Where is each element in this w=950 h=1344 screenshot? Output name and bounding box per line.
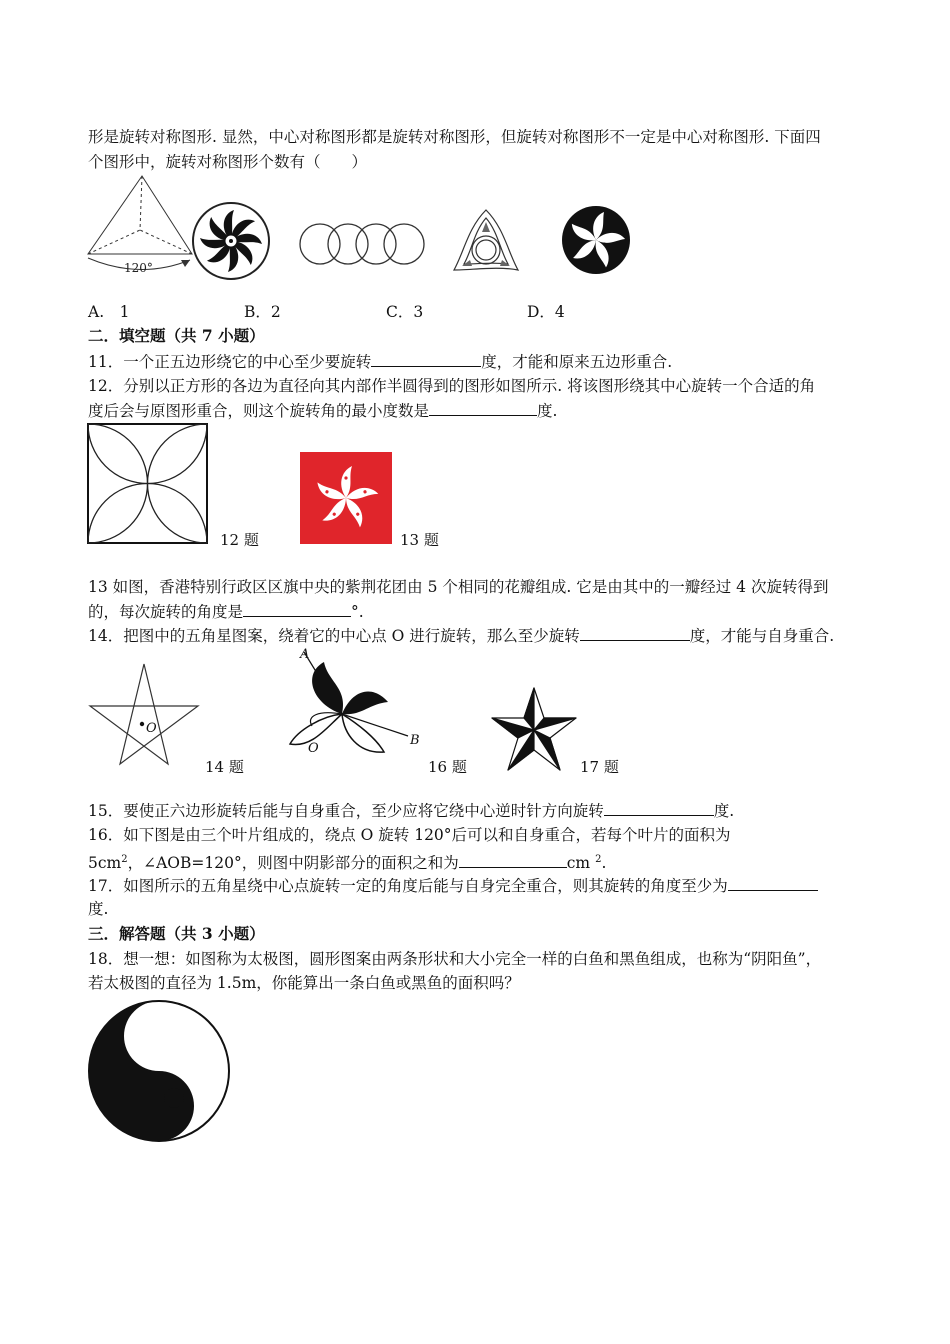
three-leaf-figure: [272, 644, 428, 776]
q12-answer-blank[interactable]: [429, 399, 537, 416]
q15-line: [88, 799, 734, 822]
q12-text-pre: 度后会与原图形重合，则这个旋转角的最小度数是: [88, 402, 430, 420]
point-b-label: B: [410, 733, 420, 748]
q13-text-pre: 的，每次旋转的角度是: [88, 603, 244, 621]
q12-line-2: [88, 399, 557, 422]
q16-unit-1: 5cm: [88, 854, 122, 873]
q11-text-pre: 11．一个正五边形绕它的中心至少要旋转: [88, 353, 372, 371]
angle-label: 120°: [124, 261, 153, 275]
q13-line-2: [88, 600, 364, 623]
pinwheel-figure: [190, 200, 272, 282]
q17-line-1: [88, 874, 818, 897]
caption-14: 14 题: [205, 758, 244, 776]
q16-answer-blank[interactable]: [459, 851, 567, 868]
point-o-label: O: [308, 741, 319, 756]
q18-line-1: 18．想一想：如图称为太极图，圆形图案由两条形状和大小完全一样的白鱼和黑鱼组成，也称为“阴阳鱼”，: [88, 950, 822, 968]
shaded-star-figure: [488, 686, 580, 774]
option-d: D．4: [527, 303, 565, 321]
q14-answer-blank[interactable]: [580, 624, 690, 641]
q16-sup-1: 2: [121, 854, 128, 865]
q15-answer-blank[interactable]: [604, 799, 714, 816]
q17-line-2: 度.: [88, 900, 109, 918]
option-a: A. 1: [88, 303, 130, 321]
option-b: B．2: [244, 303, 281, 321]
q13-line-1: 13 如图，香港特别行政区区旗中央的紫荆花团由 5 个相同的花瓣组成. 它是由其中的一瓣经过 4 次旋转得到: [88, 578, 829, 596]
caption-13: 13 题: [400, 531, 439, 549]
q16-text-mid: ，∠AOB=120°，则图中阴影部分的面积之和为: [127, 854, 459, 873]
pyramid-figure: [80, 172, 195, 282]
q17-answer-blank[interactable]: [728, 874, 818, 891]
star-center-label: O: [146, 721, 157, 736]
hk-flag-figure: [300, 452, 392, 544]
olympic-rings-figure: [298, 218, 426, 270]
q16-text-end: .: [601, 854, 607, 873]
q16-line-2: [88, 849, 606, 874]
taiji-figure: [86, 998, 232, 1144]
intro-line-2: 个图形中，旋转对称图形个数有（ ）: [88, 153, 368, 171]
q13-text-post: °.: [351, 603, 364, 621]
q15-text-pre: 15．要使正六边形旋转后能与自身重合，至少应将它绕中心逆时针方向旋转: [88, 802, 604, 820]
section-3-title: 三．解答题（共 3 小题）: [88, 924, 265, 943]
q14-text-post: 度，才能与自身重合.: [689, 627, 835, 645]
q11-line: [88, 350, 672, 373]
q11-text-post: 度，才能和原来五边形重合.: [481, 353, 673, 371]
caption-17: 17 题: [580, 758, 619, 776]
q12-text-post: 度.: [537, 402, 558, 420]
semicircle-square-figure: [86, 422, 210, 546]
caption-12: 12 题: [220, 531, 259, 549]
triquetra-figure: [448, 206, 524, 278]
q18-line-2: 若太极图的直径为 1.5m，你能算出一条白鱼或黑鱼的面积吗？: [88, 974, 520, 992]
option-c: C．3: [386, 303, 424, 321]
q16-unit-2: cm: [566, 854, 591, 873]
outline-star-figure: [86, 660, 202, 772]
caption-16: 16 题: [428, 758, 467, 776]
q13-answer-blank[interactable]: [243, 600, 351, 617]
bauhinia-bw-figure: [560, 204, 632, 276]
q12-line-1: 12．分别以正方形的各边为直径向其内部作半圆得到的图形如图所示. 将该图形绕其中心旋转一个合适的角: [88, 377, 816, 395]
point-a-label: A: [300, 647, 310, 662]
intro-line-1: 形是旋转对称图形. 显然，中心对称图形都是旋转对称图形，但旋转对称图形不一定是中心对称图形. 下面四: [88, 128, 821, 146]
q17-text: 17．如图所示的五角星绕中心点旋转一定的角度后能与自身完全重合，则其旋转的角度至少为: [88, 877, 728, 895]
q14-line: [88, 624, 834, 647]
q11-answer-blank[interactable]: [371, 350, 481, 367]
q16-sup-2: 2: [595, 854, 602, 865]
q15-text-post: 度.: [713, 802, 735, 820]
q14-text-pre: 14．把图中的五角星图案，绕着它的中心点 O 进行旋转，那么至少旋转: [88, 627, 580, 645]
q16-line-1: 16．如下图是由三个叶片组成的，绕点 O 旋转 120°后可以和自身重合，若每个叶片的面积为: [88, 826, 731, 844]
section-2-title: 二．填空题（共 7 小题）: [88, 326, 265, 345]
